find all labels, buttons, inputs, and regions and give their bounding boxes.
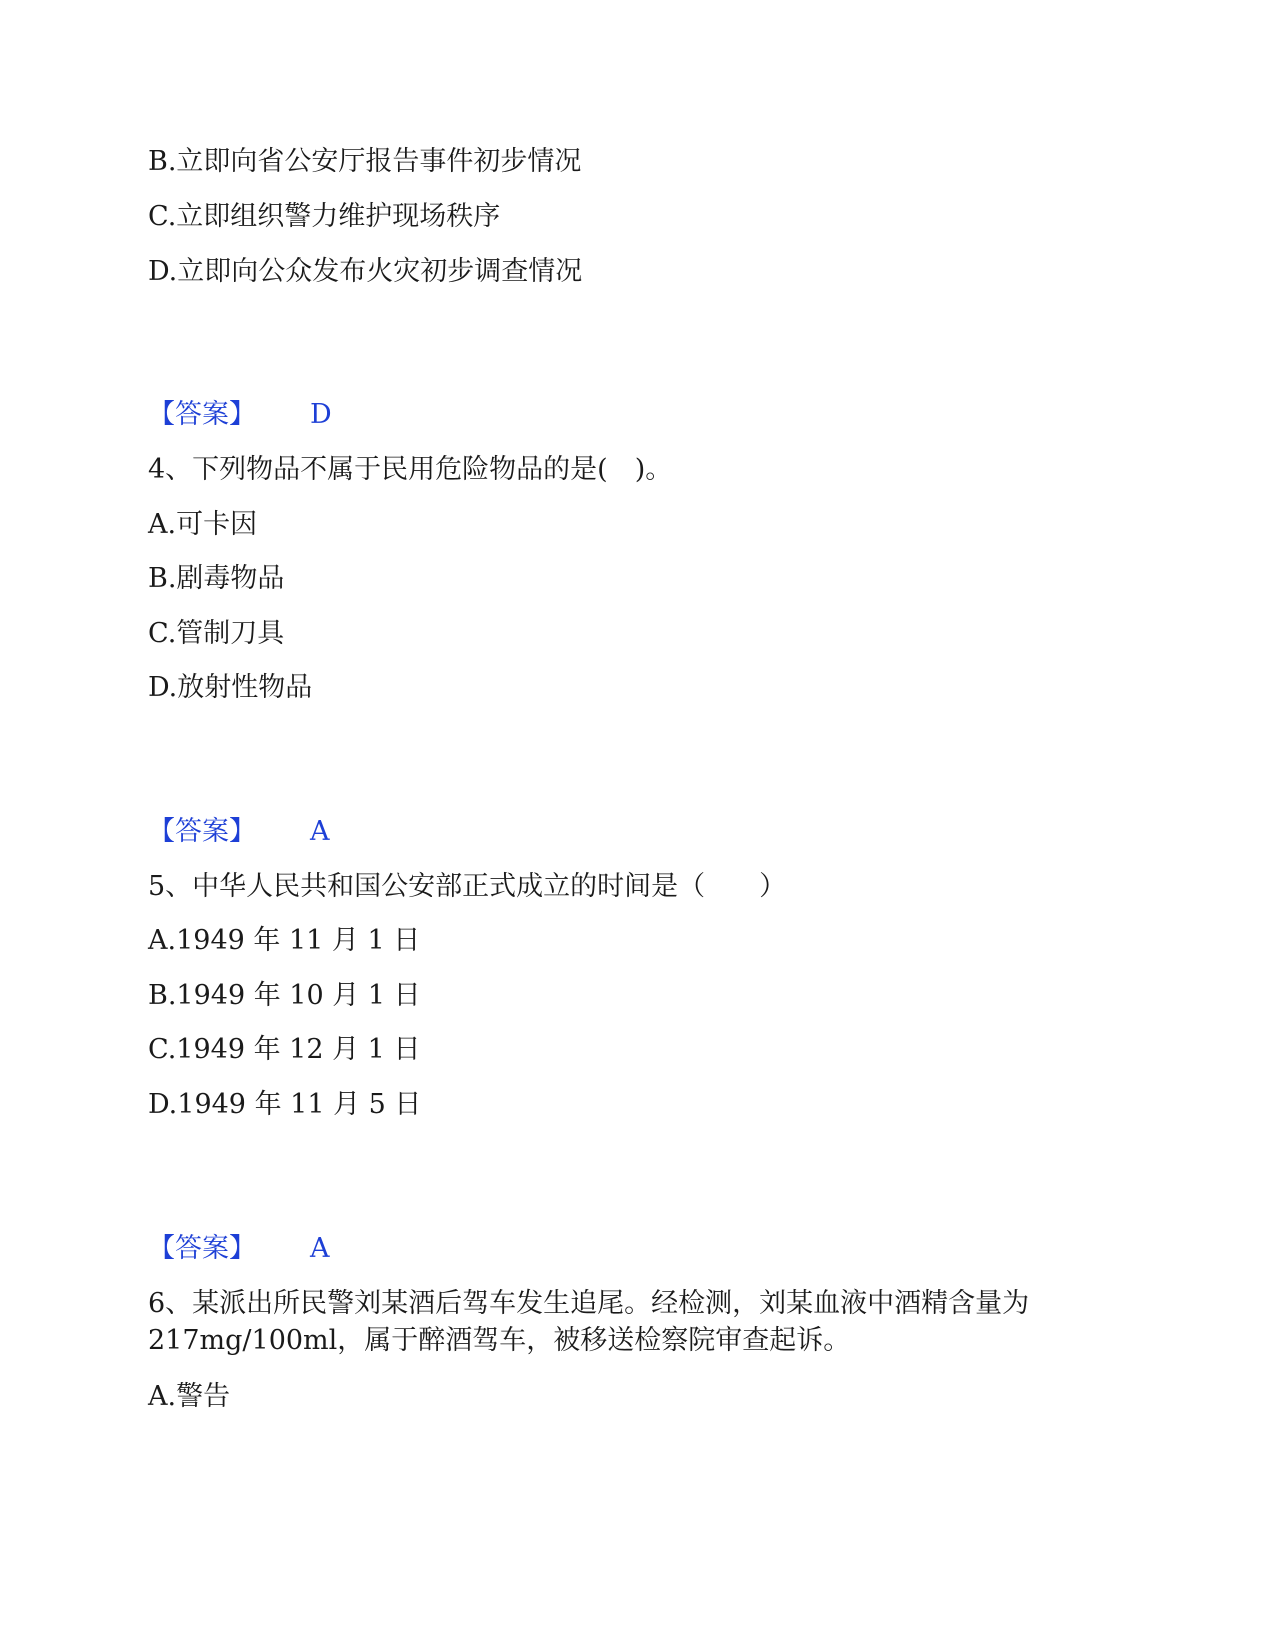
q3-answer	[148, 398, 332, 432]
q4-answer	[148, 815, 330, 849]
q3-option-d: D.立即向公众发布火灾初步调查情况	[148, 256, 583, 287]
answer-label: 【答案】	[148, 816, 256, 847]
q5-option-c: C.1949 年 12 月 1 日	[148, 1034, 421, 1065]
answer-value: D	[310, 399, 332, 430]
q4-option-b: B.剧毒物品	[148, 563, 285, 594]
answer-label: 【答案】	[148, 399, 256, 430]
q6-stem-line2: 217mg/100ml，属于醉酒驾车，被移送检察院审查起诉。	[148, 1325, 851, 1356]
q3-option-b: B.立即向省公安厅报告事件初步情况	[148, 146, 582, 177]
answer-label: 【答案】	[148, 1233, 256, 1264]
q4-option-a: A.可卡因	[148, 509, 258, 540]
q3-option-c: C.立即组织警力维护现场秩序	[148, 201, 501, 232]
q5-option-d: D.1949 年 11 月 5 日	[148, 1089, 422, 1120]
answer-value: A	[310, 816, 330, 847]
q4-stem: 4、下列物品不属于民用危险物品的是( )。	[148, 454, 673, 485]
q6-option-a: A.警告	[148, 1381, 231, 1412]
q6-stem-line1: 6、某派出所民警刘某酒后驾车发生追尾。经检测，刘某血液中酒精含量为	[148, 1288, 1030, 1319]
q5-answer	[148, 1232, 330, 1266]
q5-option-b: B.1949 年 10 月 1 日	[148, 980, 421, 1011]
answer-value: A	[310, 1233, 330, 1264]
q5-option-a: A.1949 年 11 月 1 日	[148, 925, 421, 956]
q4-option-c: C.管制刀具	[148, 618, 285, 649]
q5-stem: 5、中华人民共和国公安部正式成立的时间是（ ）	[148, 871, 787, 902]
q4-option-d: D.放射性物品	[148, 672, 313, 703]
